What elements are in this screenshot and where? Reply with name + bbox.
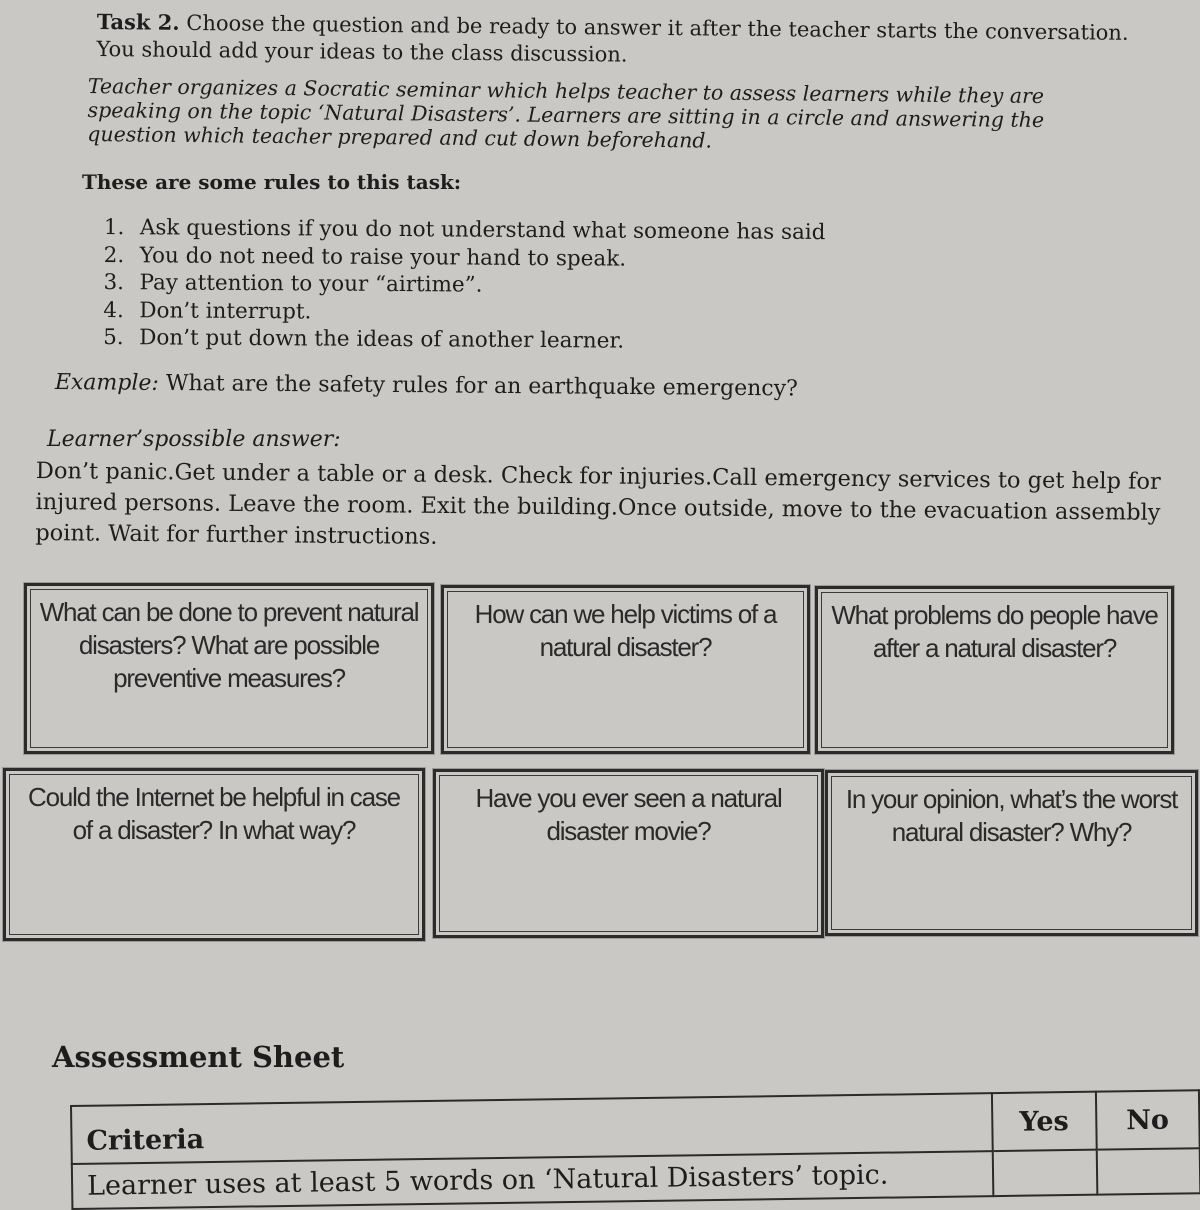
- question-card-text: How can we help victims of a natural disaster?: [474, 599, 777, 662]
- question-card-text: What can be done to prevent natural disasters? What are possible preventive measures?: [39, 597, 419, 693]
- yes-header: Yes: [992, 1092, 1096, 1151]
- example-label: Example:: [54, 370, 159, 396]
- rule-text: Ask questions if you do not understand what someone has said: [139, 215, 826, 246]
- assessment-title: Assessment Sheet: [52, 1040, 345, 1074]
- task-heading: [96, 8, 1147, 74]
- intro-paragraph: Teacher organizes a Socratic seminar which helps teacher to assess learners while they are speaking on the topic ‘Natural Disasters’. Learners are sitting in a circle and answering the question which teacher prepared and cut down beforehand.: [87, 74, 1045, 153]
- task-text: Choose the question and be ready to answer it after the teacher starts the conversation. You should add your ideas to the class discussion.: [96, 10, 1129, 67]
- answer-label: Learner’spossible answer:: [47, 427, 341, 452]
- no-header: No: [1095, 1090, 1199, 1149]
- rule-text: Don’t put down the ideas of another learner.: [139, 325, 625, 354]
- rule-number: 4.: [103, 297, 124, 323]
- question-card: [24, 583, 434, 754]
- question-card: [433, 769, 824, 938]
- rules-heading: These are some rules to this task:: [82, 170, 462, 194]
- assessment-table: [70, 1089, 1200, 1210]
- task-label: Task 2.: [96, 8, 180, 35]
- no-cell[interactable]: [1096, 1148, 1200, 1194]
- rule-text: Pay attention to your “airtime”.: [139, 270, 483, 298]
- rule-text: You do not need to raise your hand to speak.: [139, 242, 627, 272]
- example-line: [55, 370, 798, 401]
- rules-list: [103, 214, 864, 357]
- question-card: [3, 768, 425, 941]
- rule-text: Don’t interrupt.: [139, 297, 312, 324]
- criteria-header: Criteria: [71, 1093, 993, 1164]
- example-question: What are the safety rules for an earthquake emergency?: [165, 370, 799, 402]
- question-card-text: Could the Internet be helpful in case of a disaster? In what way?: [28, 782, 400, 845]
- answer-text: Don’t panic.Get under a table or a desk. Check for injuries.Call emergency services to get help for injured persons. Leave the room. Exit the building.Once outside, move to the evacuation assembly point. Wait for further instructions.: [35, 457, 1161, 550]
- question-card: [825, 770, 1198, 936]
- rule-number: 2.: [103, 242, 125, 268]
- question-card-text: What problems do people have after a natural disaster?: [831, 600, 1158, 663]
- question-card: [441, 585, 810, 754]
- yes-cell[interactable]: [993, 1150, 1097, 1196]
- question-card: [815, 586, 1174, 754]
- question-card-text: Have you ever seen a natural disaster movie?: [475, 783, 782, 846]
- question-card-text: In your opinion, what’s the worst natural disaster? Why?: [845, 784, 1178, 847]
- rule-number: 3.: [103, 269, 125, 296]
- rule-number: 1.: [103, 214, 125, 241]
- criteria-cell: Learner uses at least 5 words on ‘Natural Disasters’ topic.: [72, 1151, 994, 1209]
- rule-number: 5.: [103, 324, 124, 351]
- rule-item: [103, 324, 863, 357]
